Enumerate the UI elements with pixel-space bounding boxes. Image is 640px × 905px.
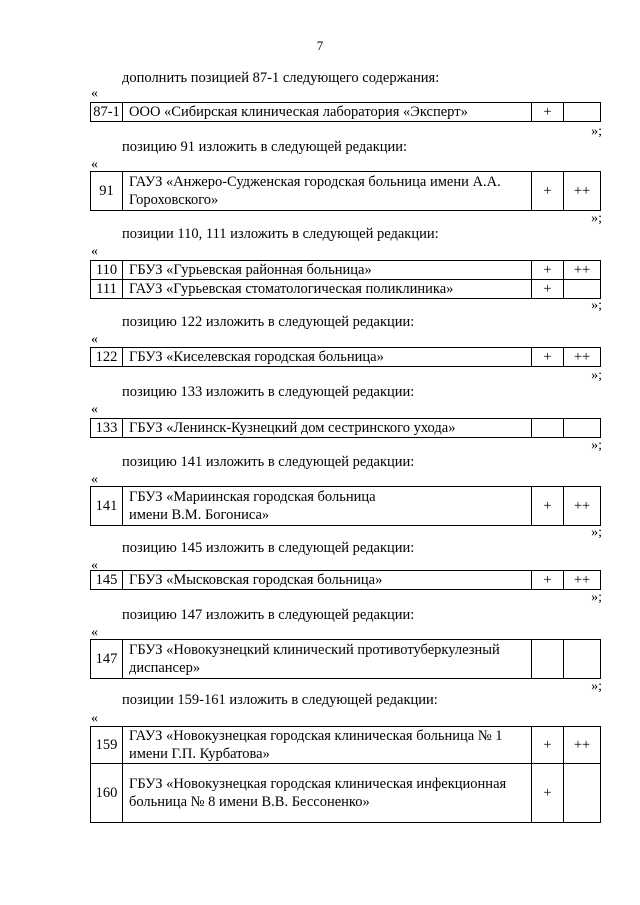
table-row xyxy=(91,487,601,526)
organization-name-line-2: имени В.М. Богониса» xyxy=(129,507,270,523)
instruction-text: дополнить позицией 87-1 следующего содержания: xyxy=(122,70,440,86)
opening-quote: « xyxy=(91,625,98,640)
mark-column-1: + xyxy=(532,571,564,590)
opening-quote: « xyxy=(91,244,98,259)
table-row xyxy=(91,727,601,764)
table-row xyxy=(91,764,601,823)
table-row xyxy=(91,640,601,679)
mark-column-1 xyxy=(532,419,564,438)
mark-column-2: ++ xyxy=(564,487,601,526)
mark-column-1: + xyxy=(532,764,564,823)
position-number: 91 xyxy=(91,172,123,211)
mark-column-2 xyxy=(564,419,601,438)
organization-name: ООО «Сибирская клиническая лаборатория «Эксперт» xyxy=(123,103,532,122)
instruction-text: позицию 147 изложить в следующей редакции: xyxy=(122,607,415,623)
positions-table xyxy=(90,418,601,438)
mark-column-2: ++ xyxy=(564,727,601,764)
opening-quote: « xyxy=(91,558,98,573)
mark-column-1: + xyxy=(532,103,564,122)
instruction-text: позицию 133 изложить в следующей редакции: xyxy=(122,384,415,400)
opening-quote: « xyxy=(91,86,98,101)
mark-column-2 xyxy=(564,764,601,823)
closing-quote: »; xyxy=(591,590,602,605)
opening-quote: « xyxy=(91,332,98,347)
position-number: 160 xyxy=(91,764,123,823)
table-row xyxy=(91,419,601,438)
organization-name: ГАУЗ «Анжеро-Судженская городская больница имени А.А. Гороховского» xyxy=(123,172,532,211)
closing-quote: »; xyxy=(591,298,602,313)
organization-name: ГБУЗ «Мысковская городская больница» xyxy=(123,571,532,590)
organization-name: ГАУЗ «Новокузнецкая городская клиническая больница № 1 имени Г.П. Курбатова» xyxy=(123,727,532,764)
instruction-text: позицию 145 изложить в следующей редакции: xyxy=(122,540,415,556)
position-number: 159 xyxy=(91,727,123,764)
mark-column-1: + xyxy=(532,348,564,367)
positions-table xyxy=(90,171,601,211)
positions-table xyxy=(90,102,601,122)
organization-name: ГБУЗ «Киселевская городская больница» xyxy=(123,348,532,367)
positions-table xyxy=(90,570,601,590)
instruction-text: позиции 159-161 изложить в следующей редакции: xyxy=(122,692,438,708)
table-row xyxy=(91,103,601,122)
organization-name: ГБУЗ «Ленинск-Кузнецкий дом сестринского ухода» xyxy=(123,419,532,438)
positions-table xyxy=(90,726,601,823)
opening-quote: « xyxy=(91,472,98,487)
position-number: 133 xyxy=(91,419,123,438)
position-number: 111 xyxy=(91,280,123,299)
mark-column-1: + xyxy=(532,727,564,764)
table-row xyxy=(91,172,601,211)
opening-quote: « xyxy=(91,402,98,417)
organization-name: ГБУЗ «Гурьевская районная больница» xyxy=(123,261,532,280)
mark-column-2: ++ xyxy=(564,571,601,590)
closing-quote: »; xyxy=(591,679,602,694)
organization-name: ГБУЗ «Новокузнецкий клинический противотуберкулезный диспансер» xyxy=(123,640,532,679)
mark-column-1: + xyxy=(532,487,564,526)
organization-name-line-1: ГБУЗ «Мариинская городская больница xyxy=(129,489,376,505)
instruction-text: позиции 110, 111 изложить в следующей редакции: xyxy=(122,226,439,242)
mark-column-2: ++ xyxy=(564,172,601,211)
mark-column-1: + xyxy=(532,172,564,211)
instruction-text: позицию 122 изложить в следующей редакции: xyxy=(122,314,415,330)
position-number: 141 xyxy=(91,487,123,526)
closing-quote: »; xyxy=(591,525,602,540)
positions-table xyxy=(90,260,601,299)
organization-name xyxy=(123,487,532,526)
mark-column-2: ++ xyxy=(564,348,601,367)
organization-name: ГБУЗ «Новокузнецкая городская клиническая инфекционная больница № 8 имени В.В. Бессоненко» xyxy=(123,764,532,823)
closing-quote: »; xyxy=(591,211,602,226)
mark-column-1: + xyxy=(532,280,564,299)
page-number: 7 xyxy=(316,38,324,53)
mark-column-2 xyxy=(564,103,601,122)
position-number: 145 xyxy=(91,571,123,590)
positions-table xyxy=(90,639,601,679)
position-number: 122 xyxy=(91,348,123,367)
position-number: 147 xyxy=(91,640,123,679)
table-row xyxy=(91,261,601,280)
organization-name: ГАУЗ «Гурьевская стоматологическая поликлиника» xyxy=(123,280,532,299)
table-row xyxy=(91,280,601,299)
closing-quote: »; xyxy=(591,124,602,139)
instruction-text: позицию 91 изложить в следующей редакции: xyxy=(122,139,408,155)
positions-table xyxy=(90,347,601,367)
position-number: 110 xyxy=(91,261,123,280)
table-row xyxy=(91,571,601,590)
instruction-text: позицию 141 изложить в следующей редакции: xyxy=(122,454,415,470)
closing-quote: »; xyxy=(591,438,602,453)
mark-column-2 xyxy=(564,280,601,299)
mark-column-2 xyxy=(564,640,601,679)
position-number: 87-1 xyxy=(91,103,123,122)
table-row xyxy=(91,348,601,367)
opening-quote: « xyxy=(91,711,98,726)
mark-column-1 xyxy=(532,640,564,679)
closing-quote: »; xyxy=(591,368,602,383)
opening-quote: « xyxy=(91,157,98,172)
mark-column-1: + xyxy=(532,261,564,280)
positions-table xyxy=(90,486,601,526)
mark-column-2: ++ xyxy=(564,261,601,280)
